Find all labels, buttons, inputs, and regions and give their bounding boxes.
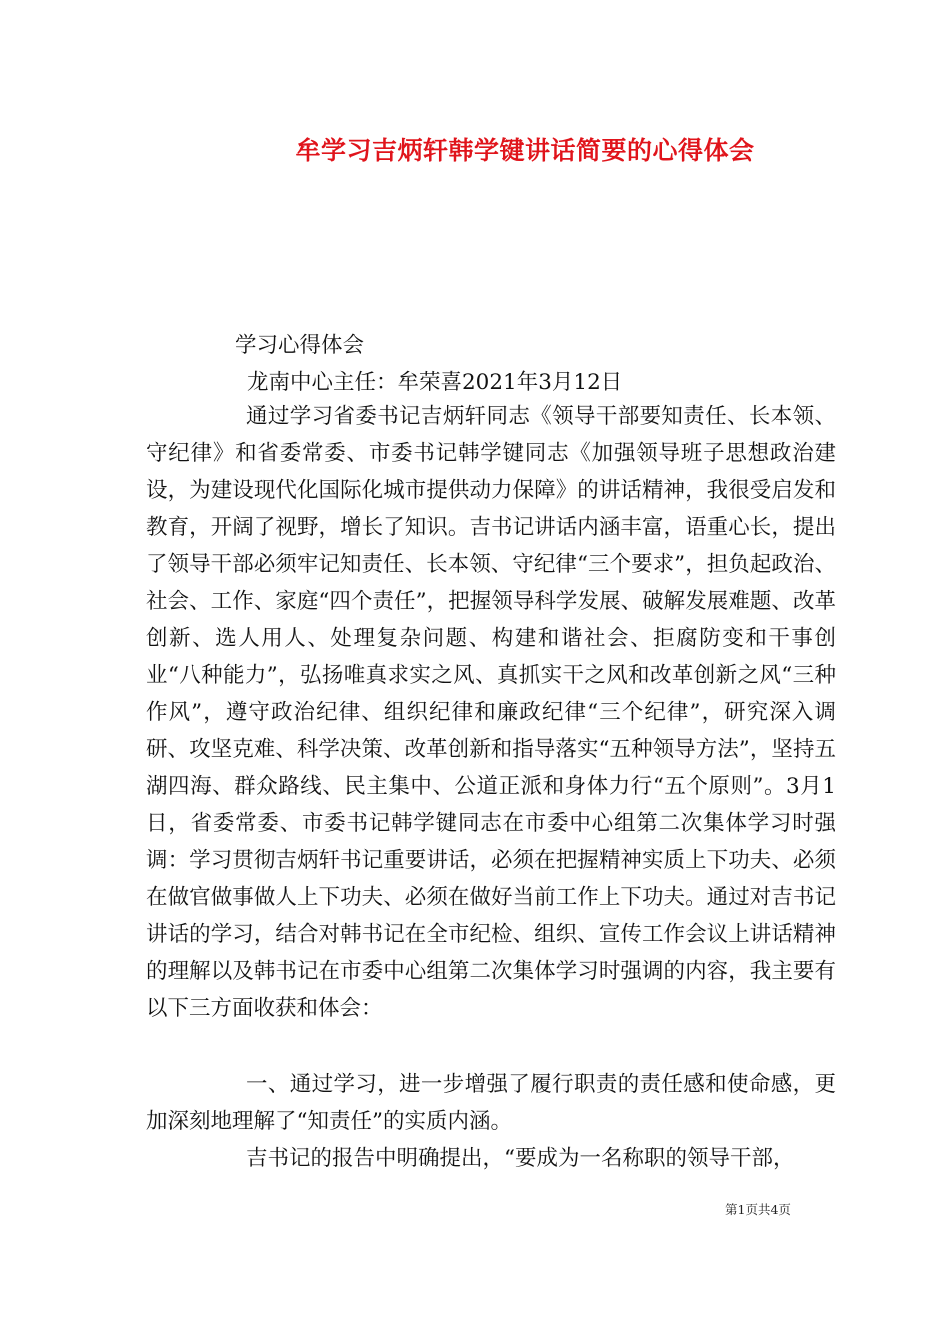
body-paragraph-section-one: 一、通过学习，进一步增强了履行职责的责任感和使命感，更加深刻地理解了“知责任”的实质内涵。 [146, 1072, 836, 1134]
body-paragraph-continued: 吉书记的报告中明确提出，“要成为一名称职的领导干部， [246, 1146, 795, 1171]
page-number-footer: 第1页共4页 [725, 1202, 791, 1217]
document-title: 牟学习吉炳轩韩学键讲话简要的心得体会 [295, 136, 755, 165]
body-paragraph-intro: 通过学习省委书记吉炳轩同志《领导干部要知责任、长本领、守纪律》和省委常委、市委书记韩学键同志《加强领导班子思想政治建设，为建设现代化国际化城市提供动力保障》的讲话精神，我很受启发和教育，开阔了视野，增长了知识。吉书记讲话内涵丰富，语重心长，提出了领导干部必须牢记知责任、长本领、守纪律“三个要求”，担负起政治、社会、工作、家庭“四个责任”，把握领导科学发展、破解发展难题、改革创新、选人用人、处理复杂问题、构建和谐社会、拒腐防变和干事创业“八种能力”，弘扬唯真求实之风、真抓实干之风和改革创新之风“三种作风”，遵守政治纪律、组织纪律和廉政纪律“三个纪律”，研究深入调研、攻坚克难、科学决策、改革创新和指导落实“五种领导方法”，坚持五湖四海、群众路线、民主集中、公道正派和身体力行“五个原则”。3月1日，省委常委、市委书记韩学键同志在市委中心组第二次集体学习时强调：学习贯彻吉炳轩书记重要讲话，必须在把握精神实质上下功夫、必须在做官做事做人上下功夫、必须在做好当前工作上下功夫。通过对吉书记讲话的学习，结合对韩书记在全市纪检、组织、宣传工作会议上讲话精神的理解以及韩书记在市委中心组第二次集体学习时强调的内容，我主要有以下三方面收获和体会： [146, 404, 836, 1021]
author-date-line: 龙南中心主任：牟荣喜2021年3月12日 [247, 370, 623, 395]
document-subheading: 学习心得体会 [235, 333, 365, 358]
